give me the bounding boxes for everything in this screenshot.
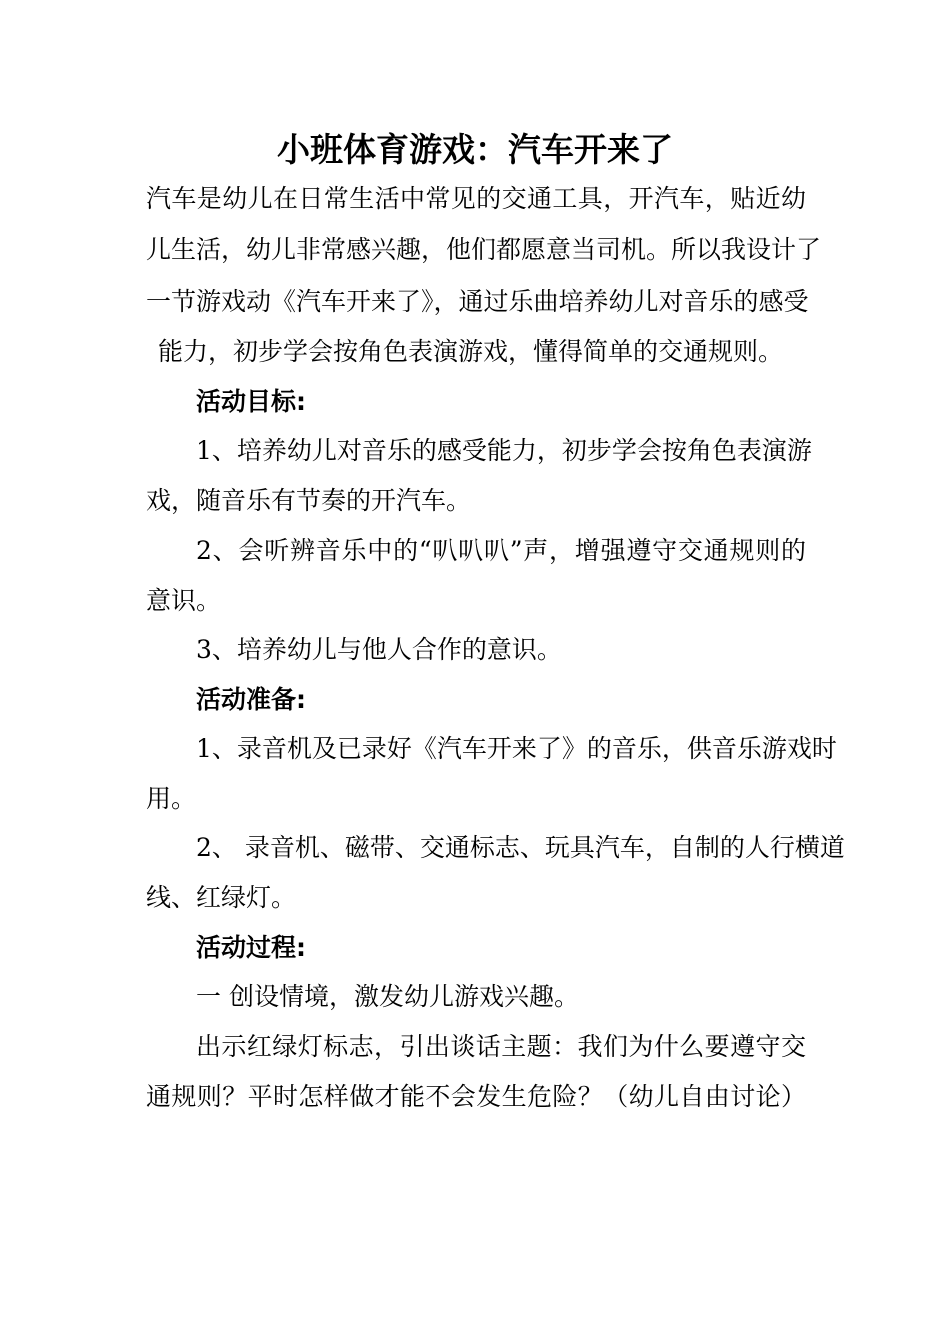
document-title: 小班体育游戏：汽车开来了: [277, 130, 673, 169]
goal-item-1-line-2: 戏，随音乐有节奏的开汽车。: [146, 486, 472, 515]
intro-line-4: 能力，初步学会按角色表演游戏，懂得简单的交通规则。: [158, 337, 784, 366]
intro-line-1: 汽车是幼儿在日常生活中常见的交通工具，开汽车，贴近幼: [146, 184, 806, 213]
intro-line-3: 一节游戏动《汽车开来了》，通过乐曲培养幼儿对音乐的感受: [146, 287, 809, 316]
preparation-item-2-line-1: 2、 录音机、磁带、交通标志、玩具汽车，自制的人行横道: [196, 833, 845, 862]
preparation-item-2-line-2: 线、红绿灯。: [146, 883, 297, 912]
process-paragraph-line-2: 通规则？平时怎样做才能不会发生危险？（幼儿自由讨论）: [146, 1082, 806, 1111]
preparation-item-1-line-1: 1、录音机及已录好《汽车开来了》的音乐，供音乐游戏时: [196, 734, 837, 763]
goal-item-1-line-1: 1、培养幼儿对音乐的感受能力，初步学会按角色表演游: [196, 436, 812, 465]
goal-item-2-line-2: 意识。: [146, 586, 222, 615]
process-heading: 活动过程:: [196, 933, 306, 962]
intro-line-2: 儿生活，幼儿非常感兴趣，他们都愿意当司机。所以我设计了: [146, 235, 822, 264]
goals-heading: 活动目标:: [196, 387, 306, 416]
goal-item-3: 3、培养幼儿与他人合作的意识。: [196, 635, 562, 664]
process-step-1: 一 创设情境，激发幼儿游戏兴趣。: [196, 982, 579, 1011]
goal-item-2-line-1: 2、会听辨音乐中的“叭叭叭”声，增强遵守交通规则的: [196, 536, 806, 565]
preparation-heading: 活动准备:: [196, 685, 306, 714]
process-paragraph-line-1: 出示红绿灯标志，引出谈话主题：我们为什么要遵守交: [196, 1032, 806, 1061]
preparation-item-1-line-2: 用。: [146, 784, 197, 813]
